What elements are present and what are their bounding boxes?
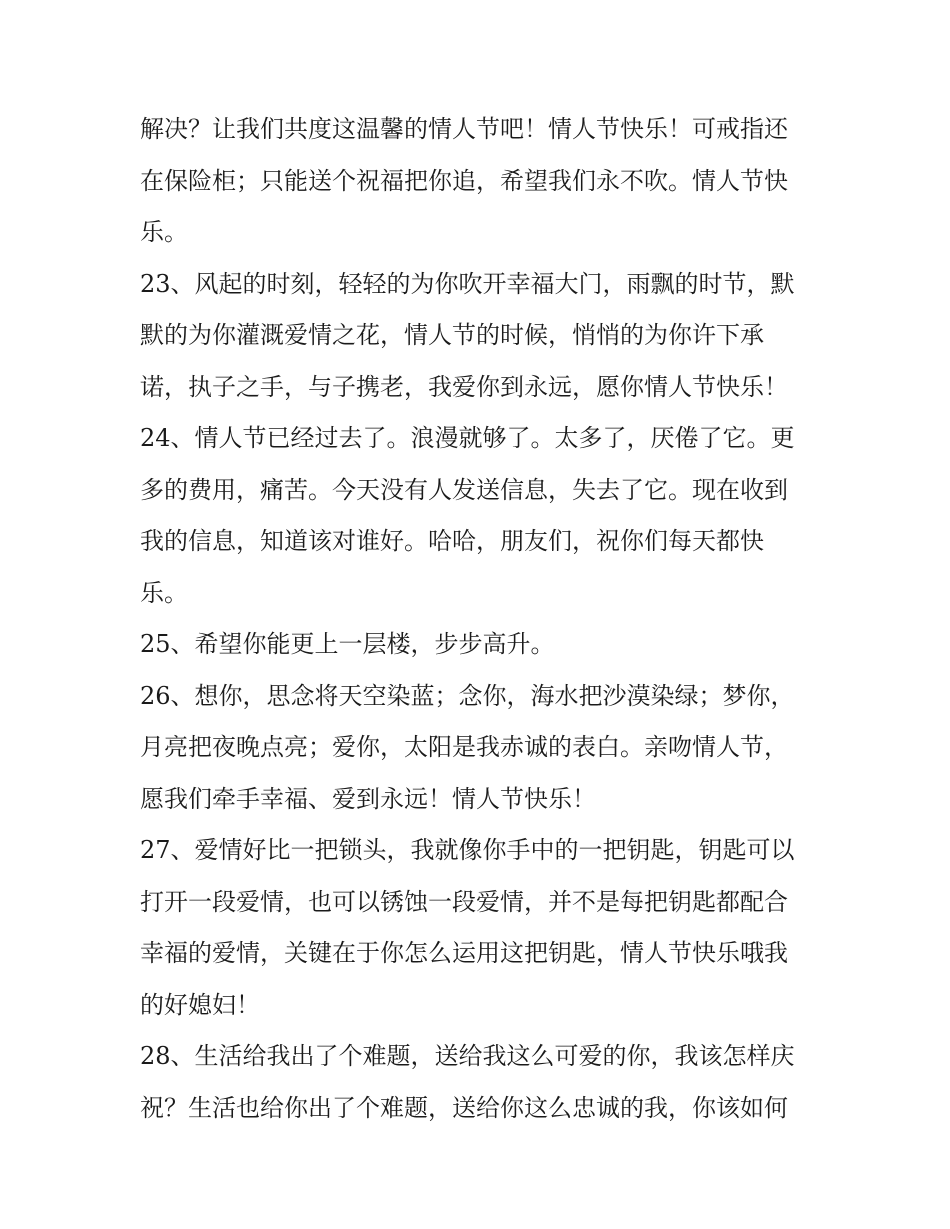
text-line: 解决？让我们共度这温馨的情人节吧！情人节快乐！可戒指还 bbox=[140, 115, 788, 143]
text-line: 乐。 bbox=[140, 578, 188, 607]
text-line: 的好媳妇！ bbox=[140, 990, 260, 1019]
paragraph-28 bbox=[140, 1031, 812, 1134]
paragraph-26 bbox=[140, 671, 812, 826]
paragraph-24 bbox=[140, 413, 812, 619]
text-line: 祝？生活也给你出了个难题，送给你这么忠诚的我，你该如何 bbox=[140, 1093, 788, 1122]
text-line: 28、生活给我出了个难题，送给我这么可爱的你，我该怎样庆 bbox=[140, 1042, 795, 1070]
paragraph-25 bbox=[140, 619, 812, 671]
text-line: 我的信息，知道该对谁好。哈哈，朋友们，祝你们每天都快 bbox=[140, 527, 764, 555]
document-body bbox=[140, 104, 812, 1134]
text-line: 24、情人节已经过去了。浪漫就够了。太多了，厌倦了它。更 bbox=[140, 424, 795, 452]
paragraph-23 bbox=[140, 259, 812, 414]
text-line: 默的为你灌溉爱情之花，情人节的时候，悄悄的为你许下承 bbox=[140, 321, 764, 349]
text-line: 在保险柜；只能送个祝福把你追，希望我们永不吹。情人节快 bbox=[140, 166, 788, 195]
paragraph-22-continuation bbox=[140, 104, 812, 259]
text-line: 23、风起的时刻，轻轻的为你吹开幸福大门，雨飘的时节，默 bbox=[140, 269, 795, 298]
text-line: 27、爱情好比一把锁头，我就像你手中的一把钥匙，钥匙可以 bbox=[140, 836, 795, 864]
text-line: 25、希望你能更上一层楼，步步高升。 bbox=[140, 630, 555, 658]
paragraph-27 bbox=[140, 825, 812, 1031]
text-line: 打开一段爱情，也可以锈蚀一段爱情，并不是每把钥匙都配合 bbox=[140, 887, 788, 916]
text-line: 诺，执子之手，与子携老，我爱你到永远，愿你情人节快乐！ bbox=[140, 372, 788, 401]
text-line: 多的费用，痛苦。今天没有人发送信息，失去了它。现在收到 bbox=[140, 475, 788, 504]
text-line: 愿我们牵手幸福、爱到永远！情人节快乐！ bbox=[140, 784, 596, 813]
text-line: 乐。 bbox=[140, 218, 188, 246]
text-line: 26、想你，思念将天空染蓝；念你，海水把沙漠染绿；梦你， bbox=[140, 681, 795, 710]
text-line: 幸福的爱情，关键在于你怎么运用这把钥匙，情人节快乐哦我 bbox=[140, 939, 788, 967]
text-line: 月亮把夜晚点亮；爱你，太阳是我赤诚的表白。亲吻情人节， bbox=[140, 733, 788, 761]
